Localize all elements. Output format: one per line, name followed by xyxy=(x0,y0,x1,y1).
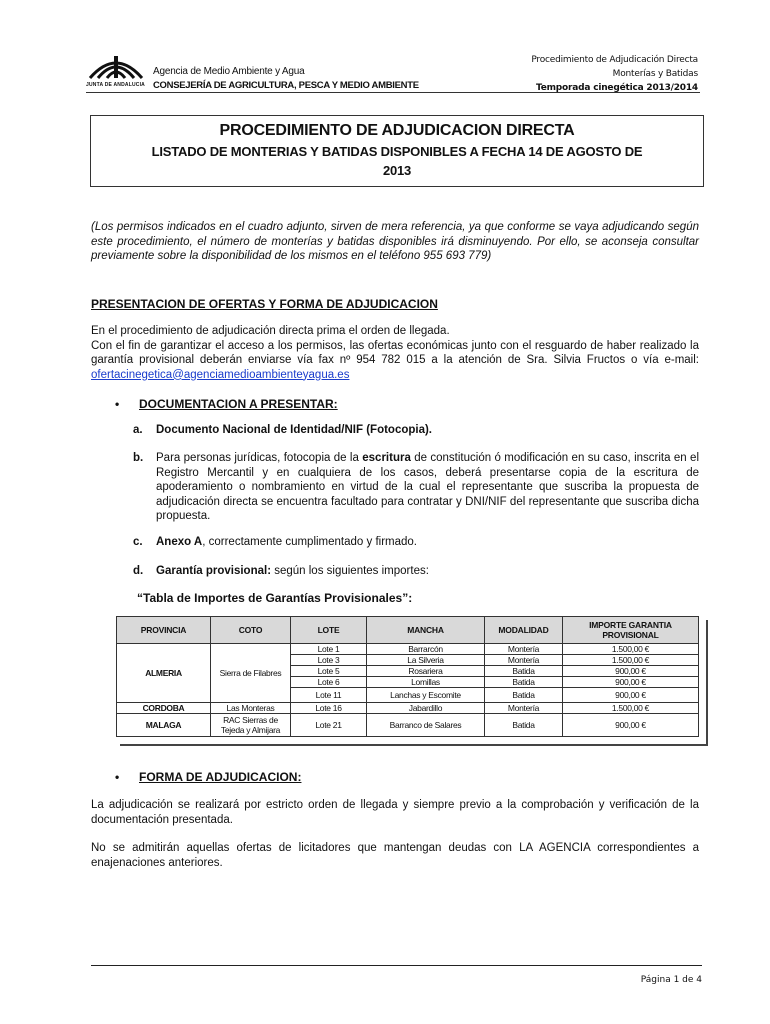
section1-p2-text: Con el fin de garantizar el acceso a los permisos, las ofertas económicas junto con el resguardo de haber realizado la garantía provisional deberán enviarse vía fax nº 954 782 015 a la atención de Sra. Silvia Fructos o vía e-mail: xyxy=(91,339,699,366)
cell-modalidad: Montería xyxy=(485,644,563,655)
doc-item-c-post: , correctamente cumplimentado y firmado. xyxy=(202,536,417,548)
cell-lote: Lote 1 xyxy=(291,644,367,655)
page-title: PROCEDIMIENTO DE ADJUDICACION DIRECTA xyxy=(219,122,575,139)
cell-mancha: Barrarcón xyxy=(367,644,485,655)
doc-item-d-bold: Garantía provisional: xyxy=(156,565,272,577)
doc-item-c-bold: Anexo A xyxy=(156,536,203,548)
header-line-3: Temporada cinegética 2013/2014 xyxy=(535,83,698,93)
cell-coto: Sierra de Filabres xyxy=(211,644,291,703)
guarantee-table-wrapper xyxy=(116,616,699,737)
guarantee-table xyxy=(116,616,699,737)
header-lote: LOTE xyxy=(291,617,367,644)
bullet-icon: • xyxy=(115,397,120,411)
bullet-icon: • xyxy=(115,770,120,784)
page-number: Página 1 de 4 xyxy=(640,975,702,985)
header-line-1: Procedimiento de Adjudicación Directa xyxy=(531,55,698,65)
doc-item-c xyxy=(133,535,699,550)
cell-provincia: ALMERIA xyxy=(117,644,211,703)
email-link[interactable]: ofertacinegetica@agenciamedioambienteyagua.es xyxy=(91,368,350,381)
doc-item-a-letter: a. xyxy=(133,424,143,436)
cell-modalidad: Batida xyxy=(485,666,563,677)
ministry-name: CONSEJERÍA DE AGRICULTURA, PESCA Y MEDIO AMBIENTE xyxy=(153,80,419,91)
doc-item-a-text: Documento Nacional de Identidad/NIF (Fotocopia). xyxy=(156,424,433,436)
doc-item-b-pre: Para personas jurídicas, fotocopia de la xyxy=(156,452,363,464)
table-header-row xyxy=(117,617,699,644)
doc-item-b-letter: b. xyxy=(133,452,144,464)
cell-importe: 1.500,00 € xyxy=(563,644,699,655)
table-row xyxy=(117,644,699,655)
logo-caption: JUNTA DE ANDALUCIA xyxy=(86,82,145,88)
cell-modalidad: Batida xyxy=(485,714,563,737)
header-importe: IMPORTE GARANTIA PROVISIONAL xyxy=(563,617,699,644)
cell-coto: RAC Sierras de Tejeda y Almijara xyxy=(211,714,291,737)
doc-item-d-post: según los siguientes importes: xyxy=(271,565,429,577)
section1-paragraph xyxy=(91,324,699,382)
cell-lote: Lote 3 xyxy=(291,655,367,666)
doc-item-a xyxy=(133,423,699,438)
doc-item-b-post: de constitución ó modificación en su caso, inscrita en el Registro Mercantil y en cualquiera de los casos, deberá presentarse copia de la escritura de apoderamiento o nombramiento en virtud de la cual el representante que suscriba la propuesta de adjudicación directa se encuentra facultado para contratar y DNI/NIF del representante que suscriba dicha propuesta. xyxy=(156,452,699,522)
table-caption: “Tabla de Importes de Garantías Provisionales”: xyxy=(137,591,413,605)
doc-item-d-letter: d. xyxy=(133,565,144,577)
header-modalidad: MODALIDAD xyxy=(485,617,563,644)
table-row xyxy=(117,703,699,714)
title-box xyxy=(90,115,704,187)
documentation-heading: DOCUMENTACION A PRESENTAR: xyxy=(139,397,338,411)
section-heading-presentacion: PRESENTACION DE OFERTAS Y FORMA DE ADJUDICACION xyxy=(91,297,438,311)
agency-name: Agencia de Medio Ambiente y Agua xyxy=(153,66,305,77)
doc-item-c-text xyxy=(156,535,699,550)
cell-lote: Lote 16 xyxy=(291,703,367,714)
cell-mancha: Lomillas xyxy=(367,677,485,688)
cell-modalidad: Batida xyxy=(485,688,563,703)
cell-importe: 900,00 € xyxy=(563,666,699,677)
cell-provincia: MALAGA xyxy=(117,714,211,737)
header-provincia: PROVINCIA xyxy=(117,617,211,644)
doc-item-b xyxy=(133,451,699,524)
cell-importe: 1.500,00 € xyxy=(563,655,699,666)
cell-mancha: La Silveria xyxy=(367,655,485,666)
cell-mancha: Rosariera xyxy=(367,666,485,677)
cell-mancha: Jabardillo xyxy=(367,703,485,714)
table-row xyxy=(117,714,699,737)
section1-p1: En el procedimiento de adjudicación directa prima el orden de llegada. xyxy=(91,325,450,337)
header-divider xyxy=(86,92,700,93)
cell-provincia: CORDOBA xyxy=(117,703,211,714)
adjudication-p1: La adjudicación se realizará por estricto orden de llegada y siempre previo a la comprobación y verificación de la documentación presentada. xyxy=(91,799,699,826)
cell-lote: Lote 6 xyxy=(291,677,367,688)
header-mancha: MANCHA xyxy=(367,617,485,644)
cell-modalidad: Batida xyxy=(485,677,563,688)
intro-paragraph: (Los permisos indicados en el cuadro adjunto, sirven de mera referencia, ya que conforme se vaya adjudicando según este procedimiento, el número de monterías y batidas disponibles irá disminuyendo. Por ello, se aconseja consultar previamente sobre la disponibilidad de los mismos en el teléfono 955 693 779) xyxy=(91,221,699,262)
footer-divider xyxy=(91,965,702,966)
cell-importe: 1.500,00 € xyxy=(563,703,699,714)
cell-importe: 900,00 € xyxy=(563,677,699,688)
cell-mancha: Lanchas y Escomite xyxy=(367,688,485,703)
adjudication-heading: FORMA DE ADJUDICACION: xyxy=(139,770,302,784)
cell-modalidad: Montería xyxy=(485,655,563,666)
doc-item-c-letter: c. xyxy=(133,536,143,548)
doc-item-d-text xyxy=(156,564,699,579)
doc-item-d xyxy=(133,564,699,579)
cell-modalidad: Montería xyxy=(485,703,563,714)
doc-item-b-bold: escritura xyxy=(362,452,411,464)
page-subtitle: LISTADO DE MONTERIAS Y BATIDAS DISPONIBLES A FECHA 14 DE AGOSTO DE 2013 xyxy=(151,144,643,178)
header-coto: COTO xyxy=(211,617,291,644)
doc-item-b-text xyxy=(156,451,699,524)
header-line-2: Monterías y Batidas xyxy=(612,69,698,79)
cell-lote: Lote 21 xyxy=(291,714,367,737)
cell-mancha: Barranco de Salares xyxy=(367,714,485,737)
cell-lote: Lote 11 xyxy=(291,688,367,703)
header-right xyxy=(531,53,698,95)
cell-importe: 900,00 € xyxy=(563,688,699,703)
cell-lote: Lote 5 xyxy=(291,666,367,677)
cell-coto: Las Monteras xyxy=(211,703,291,714)
adjudication-p2: No se admitirán aquellas ofertas de licitadores que mantengan deudas con LA AGENCIA correspondientes a enajenaciones anteriores. xyxy=(91,842,699,869)
section1-p2 xyxy=(91,339,699,383)
cell-importe: 900,00 € xyxy=(563,714,699,737)
